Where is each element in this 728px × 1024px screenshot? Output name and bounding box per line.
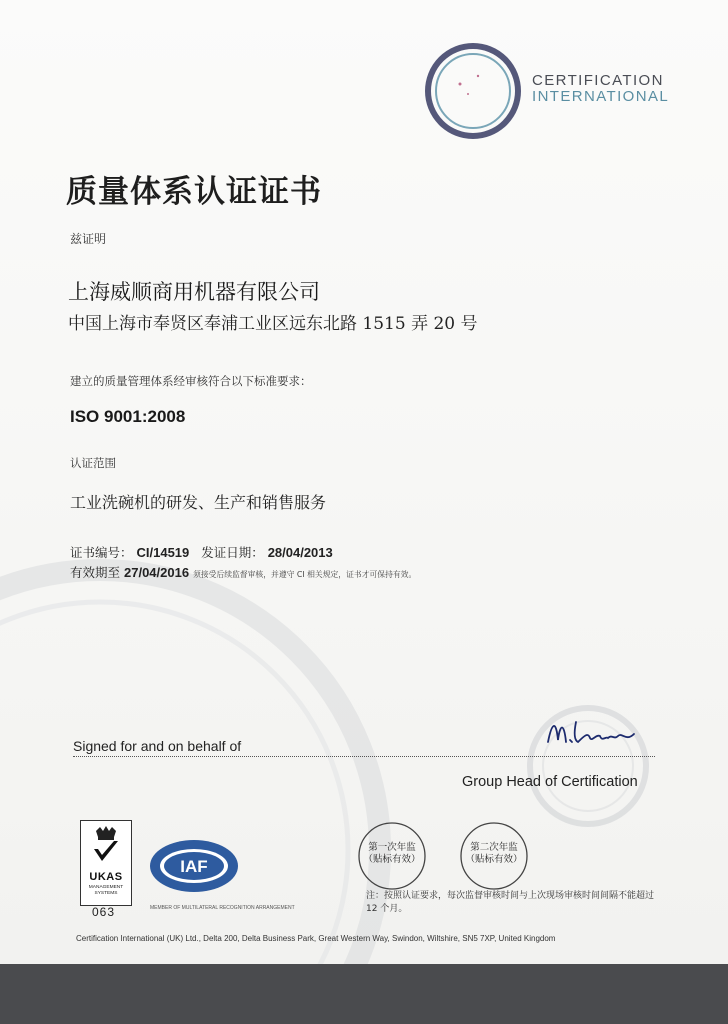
second-seal-line1: 第二次年监 [470, 842, 518, 853]
certificate-title: 质量体系认证证书 [66, 174, 322, 210]
logo-text-certification: CERTIFICATION [532, 72, 664, 89]
first-seal-line2: （贴标有效） [363, 854, 421, 865]
iaf-ring-text: MEMBER OF MULTILATERAL RECOGNITION ARRANGEMENT [150, 905, 295, 911]
iaf-logo-icon [148, 838, 240, 894]
certification-international-logo-icon [418, 36, 528, 146]
signature-line [73, 756, 655, 757]
issue-date: 28/04/2013 [267, 545, 333, 560]
surveillance-note: 注：按照认证要求，每次监督审核时间与上次现场审核时间间隔不能超过 12 个月。 [366, 891, 655, 914]
validity-note: 须接受后续监督审核，并遵守 CI 相关规定，证书才可保持有效。 [193, 570, 417, 579]
signed-on-behalf-label: Signed for and on behalf of [73, 738, 242, 754]
iso-standard: ISO 9001:2008 [70, 407, 186, 426]
validity-line [70, 563, 416, 581]
signatory-title: Group Head of Certification [462, 774, 638, 790]
second-annual-seal [458, 820, 530, 896]
cert-number: CI/14519 [136, 545, 190, 560]
certificate-number-line [70, 543, 333, 561]
issue-date-label: 发证日期： [201, 545, 264, 560]
second-seal-text [459, 842, 529, 866]
valid-until-label: 有效期至 [70, 565, 121, 580]
first-annual-seal [356, 820, 428, 896]
first-seal-text [357, 842, 427, 866]
first-seal-line1: 第一次年监 [368, 842, 416, 853]
issuer-address-footer: Certification International (UK) Ltd., Delta 200, Delta Business Park, Great Western Way, Swindon, Wiltshire, SN5 7XP, United Kingdom [76, 934, 556, 943]
valid-until-date: 27/04/2016 [124, 565, 190, 580]
crown-checkmark-icon [90, 825, 122, 869]
ukas-logo [80, 820, 132, 906]
certify-label: 兹证明 [70, 232, 107, 246]
ukas-name: UKAS [89, 871, 123, 883]
company-name: 上海威顺商用机器有限公司 [68, 280, 320, 304]
company-address: 中国上海市奉贤区奉浦工业区远东北路 1515 弄 20 号 [68, 314, 478, 334]
cert-number-label: 证书编号： [70, 545, 133, 560]
conformity-statement: 建立的质量管理体系经审核符合以下标准要求： [70, 374, 312, 388]
ukas-subtitle: MANAGEMENT SYSTEMS [88, 885, 124, 896]
scope-label: 认证范围 [70, 456, 116, 470]
ukas-number: 063 [92, 905, 116, 919]
handwritten-signature-icon [544, 712, 644, 756]
scan-bottom-band [0, 964, 728, 1024]
logo-text-international: INTERNATIONAL [532, 88, 670, 105]
second-seal-line2: （贴标有效） [465, 854, 523, 865]
iaf-label: IAF [180, 857, 208, 876]
certification-scope: 工业洗碗机的研发、生产和销售服务 [70, 493, 327, 512]
